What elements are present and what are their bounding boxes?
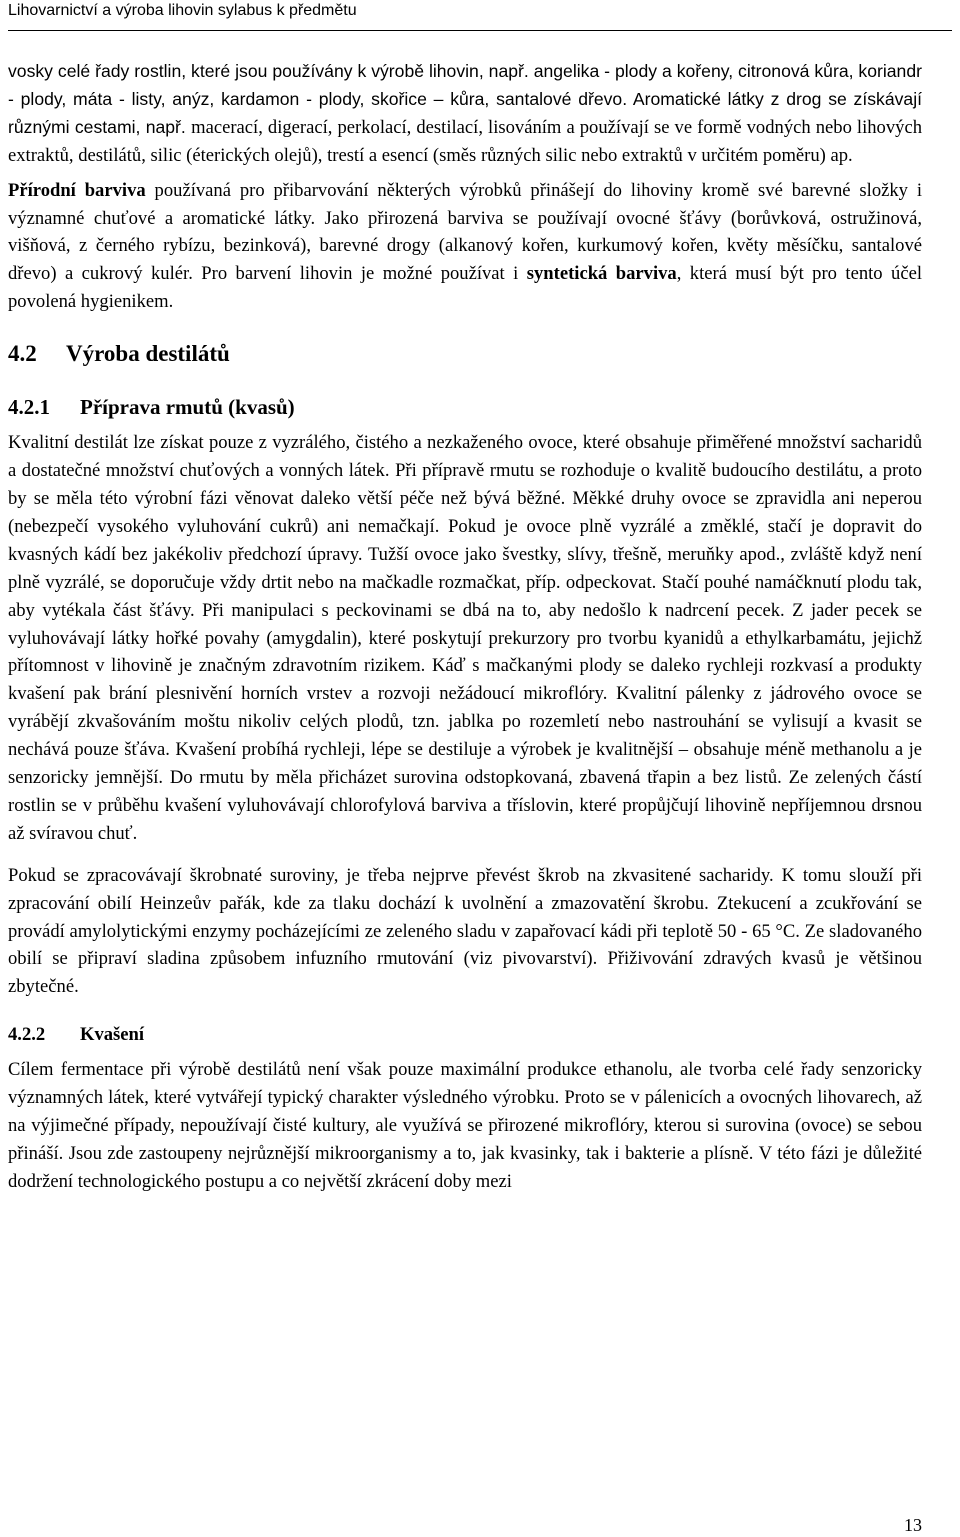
heading-4-2-2-title: Kvašení [80, 1024, 145, 1046]
preparation-paragraph-1-b: Při přípravě rmutu se rozhoduje o kvalitě budoucího destilátu, a proto by se měla této výrobní fázi věnovat daleko větší péče než bývá běžné. Měkké druhy ovoce se zpravidla ani neperou (nebezpečí vysokého vyluhování cukrů) ani nemačkají. Pokud je ovoce plně vyzrálé a změklé, stačí je dopravit do kvasných kádí bez jakékoliv předchozí úpravy. Tužší ovoce jako švestky, slívy, třešně, meruňky apod., zvláště když není plně vyzrálé, se doporučuje vždy drtit nebo na mačkadle rozmačkat, příp. odpeckovat. Stačí pouhé namáčknutí plodu tak, aby vytékala část šťávy. Při manipulaci s peckovinami se dbá na to, aby nedošlo k nadrcení pecek. Z jader pecek se vyluhovávají látky hořké povahy (amygdalin), které poskytují prekurzory pro tvorbu kyanidů a ethylkarbamátu, jejichž přítomnost v lihovině je značným zdravotním rizikem. Káď s mačkanými plody se daleko rychleji rozkvasí a produkty kvašení pak brání plesnivění horních vrstev a rozvoji nežádoucí mikroflóry. Kvalitní pálenky z jádrového ovoce se vyrábějí zkvašováním moštu nikoliv celých plodů, tzn. jablka po rozemletí nebo nastrouhání se vylisují a kvasit se nechává pouze šťáva. Kvašení probíhá rychleji, lépe se destiluje a výrobek je kvalitnější – obsahuje méně methanolu a je senzoricky jemnější. Do rmutu by měla přicházet surovina odstopkovaná, zbavená třapin a bez listů. Ze zelených částí rostlin se v průběhu kvašení vyluhovávají chlorofylová barviva a tříslovin, které propůjčují lihovině nepříjemnou drsnou až svíravou chuť. [8, 460, 922, 844]
color-text-4: , která musí být pro tento účel povolená hygienikem. [8, 263, 922, 313]
fermentation-paragraph: Cílem fermentace při výrobě destilátů není však pouze maximální produkce ethanolu, ale tvorba celé řady senzoricky významných látek, které vytvářejí typický charakter výsledného výrobku. Proto se v pálenicích a ovocných lihovarech, až na výjimečné případy, nepoužívají čisté kultury, ale využívá se přirozené mikroflóry, kterou si surovina (ovoce) se sebou přináší. Jsou zde zastoupeny nejrůznější mikroorganismy a to, jak kvasinky, tak i bakterie a plísně. V této fázi je důležité dodržení technologického postupu a co největší zkrácení doby mezi [8, 1059, 922, 1192]
color-text-1: používaná pro přibarvování některých výrobků přinášejí do lihoviny kromě své barevné složky i významné chuťové a aromatické látky. [8, 179, 923, 229]
color-text-3: Pro barvení lihovin je možné používat i [201, 263, 527, 285]
document-body [8, 58, 922, 1196]
page-number: 13 [904, 1515, 922, 1535]
color-paragraph [8, 177, 922, 317]
color-bold-natural: Přírodní barviva [8, 179, 146, 201]
heading-4-2-2 [8, 1021, 922, 1049]
intro-paragraph-serif-part: macerací, digerací, perkolací, destilací, lisováním a používají se ve formě vodných nebo lihových extraktů, destilátů, silic (éterických olejů), trestí a esencí (směs různých silic nebo extraktů v určitém poměru) ap. [8, 116, 922, 166]
color-text-2: Jako přirozená barviva se používají ovocné šťávy (borůvková, ostružinová, višňová, z černého rybízu, bezinková), barevné drogy (alkanový kořen, kurkumový kořen, květy měsíčku, santalové dřevo) a cukrový kulér. [8, 207, 922, 285]
preparation-paragraph-2: Pokud se zpracovávají škrobnaté suroviny, je třeba nejprve převést škrob na zkvasitené sacharidy. K tomu slouží při zpracování obilí Heinzeův pařák, kde za tlaku dochází k uvolnění a zmazovatění škrobu. Ztekucení a zcukřování se provádí amylolytickými enzymy pocházejícími ze zeleného sladu v zapařovací kádi při teplotě 50 - 65 °C. Ze sladovaného obilí se připraví sladina způsobem infuzního rmutování (viz pivovarství). Přiživování zdravých kvasů je většinou zbytečné. [8, 864, 922, 998]
preparation-paragraph-1 [8, 429, 922, 848]
preparation-paragraph-1-a: Kvalitní destilát lze získat pouze z vyzrálého, čistého a nezkaženého ovoce, které obsahuje přiměřené množství sacharidů a dostatečné množství chuťových a vonných látek. [8, 432, 922, 482]
heading-4-2-1 [8, 392, 922, 422]
color-bold-synthetic: syntetická barviva [526, 263, 677, 285]
heading-4-2-number: 4.2 [8, 341, 37, 367]
page-header [8, 0, 952, 31]
intro-paragraph-sans-part: vosky celé řady rostlin, které jsou používány k výrobě lihovin, např. angelika - plody a kořeny, citronová kůra, koriandr - plody, máta - listy, anýz, kardamon - plody, skořice – kůra, santalové dřevo. Aromatické látky z drog se získávají různými cestami, např. [8, 61, 922, 137]
heading-4-2 [8, 338, 922, 370]
heading-4-2-2-number: 4.2.2 [8, 1024, 46, 1046]
heading-4-2-1-number: 4.2.1 [8, 395, 50, 420]
heading-4-2-1-title: Příprava rmutů (kvasů) [80, 395, 295, 420]
intro-paragraph [8, 58, 922, 170]
heading-4-2-title: Výroba destilátů [66, 341, 230, 367]
header-title: Lihovarnictví a výroba lihovin sylabus k předmětu [8, 2, 357, 19]
